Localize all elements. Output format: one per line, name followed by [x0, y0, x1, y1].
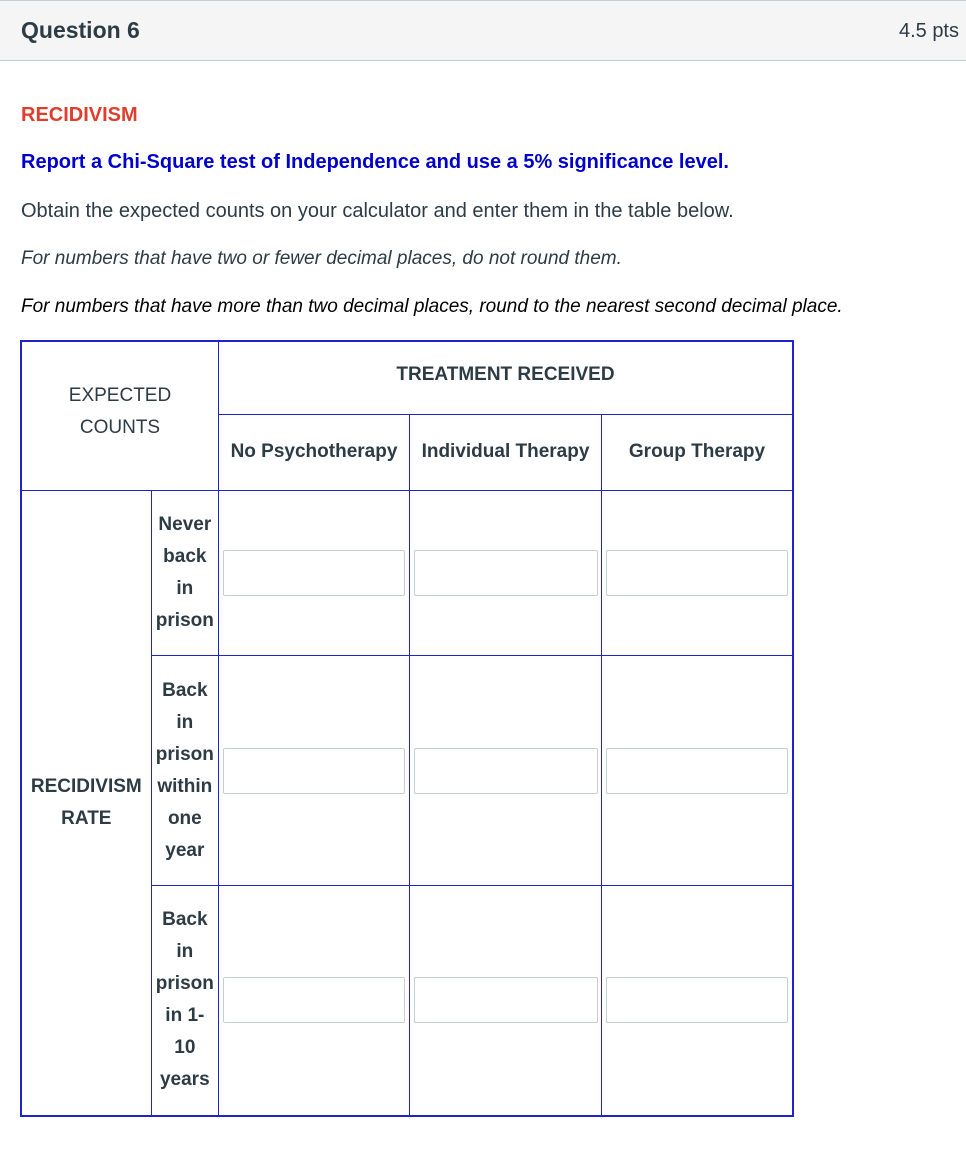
row-label-line: within: [157, 775, 213, 797]
column-group-header: TREATMENT RECEIVED: [219, 341, 794, 414]
row-label-back-1-10-years: [151, 886, 218, 1116]
input-never-back-no-psychotherapy[interactable]: [223, 550, 405, 596]
input-1-10-years-no-psychotherapy[interactable]: [223, 977, 405, 1023]
instruction-line-3: For numbers that have more than two decimal places, round to the nearest second decimal place.: [21, 296, 843, 317]
row-label-line: in: [176, 711, 194, 733]
cell-r3-c1: [219, 886, 410, 1116]
input-never-back-individual-therapy[interactable]: [414, 550, 598, 596]
row-label-line: prison: [155, 610, 214, 631]
row-label-line: in 1-: [165, 1005, 205, 1027]
row-label-line: in: [176, 941, 194, 963]
row-label-line: year: [165, 839, 205, 861]
cell-r3-c3: [602, 886, 794, 1116]
instruction-line-2: For numbers that have two or fewer decimal places, do not round them.: [21, 248, 622, 269]
row-group-label-line-1: RECIDIVISM: [30, 775, 142, 797]
row-label-line: Back: [162, 679, 208, 701]
row-label-line: years: [159, 1069, 210, 1091]
input-within-one-year-no-psychotherapy[interactable]: [223, 748, 405, 794]
cell-r1-c3: [602, 491, 794, 656]
row-label-line: prison: [155, 973, 214, 995]
column-header-group-therapy: Group Therapy: [602, 414, 794, 490]
input-within-one-year-group-therapy[interactable]: [606, 748, 788, 794]
corner-label-line-1: EXPECTED: [68, 385, 172, 406]
input-never-back-group-therapy[interactable]: [606, 550, 788, 596]
column-header-individual-therapy: Individual Therapy: [410, 414, 602, 490]
row-label-line: Never: [158, 514, 212, 535]
row-label-line: one: [167, 807, 202, 829]
instruction-main: Report a Chi-Square test of Independence and use a 5% significance level.: [21, 151, 729, 173]
question-title: Question 6: [21, 17, 140, 43]
question-points: 4.5 pts: [898, 20, 959, 42]
row-label-line: 10: [174, 1037, 196, 1059]
cell-r1-c1: [219, 491, 410, 656]
instruction-line-1: Obtain the expected counts on your calculator and enter them in the table below.: [21, 200, 734, 222]
row-label-line: prison: [155, 743, 214, 765]
cell-r2-c2: [410, 656, 602, 886]
column-header-no-psychotherapy: No Psychotherapy: [219, 414, 410, 490]
cell-r3-c2: [410, 886, 602, 1116]
cell-r1-c2: [410, 491, 602, 656]
cell-r2-c3: [602, 656, 794, 886]
row-label-line: Back: [162, 909, 208, 931]
row-group-label-line-2: RATE: [61, 807, 112, 829]
input-within-one-year-individual-therapy[interactable]: [414, 748, 598, 794]
cell-r2-c1: [219, 656, 410, 886]
row-label-never-back: [151, 491, 218, 656]
row-label-line: back: [163, 546, 207, 567]
row-group-label: [21, 491, 151, 1116]
topic-heading: RECIDIVISM: [21, 104, 138, 126]
question-header: [0, 0, 966, 61]
input-1-10-years-individual-therapy[interactable]: [414, 977, 598, 1023]
expected-counts-table: [20, 340, 794, 1117]
input-1-10-years-group-therapy[interactable]: [606, 977, 788, 1023]
row-label-line: in: [176, 578, 194, 599]
corner-label-line-2: COUNTS: [79, 417, 161, 438]
corner-label: [21, 341, 219, 491]
row-label-back-within-one-year: [151, 656, 218, 886]
